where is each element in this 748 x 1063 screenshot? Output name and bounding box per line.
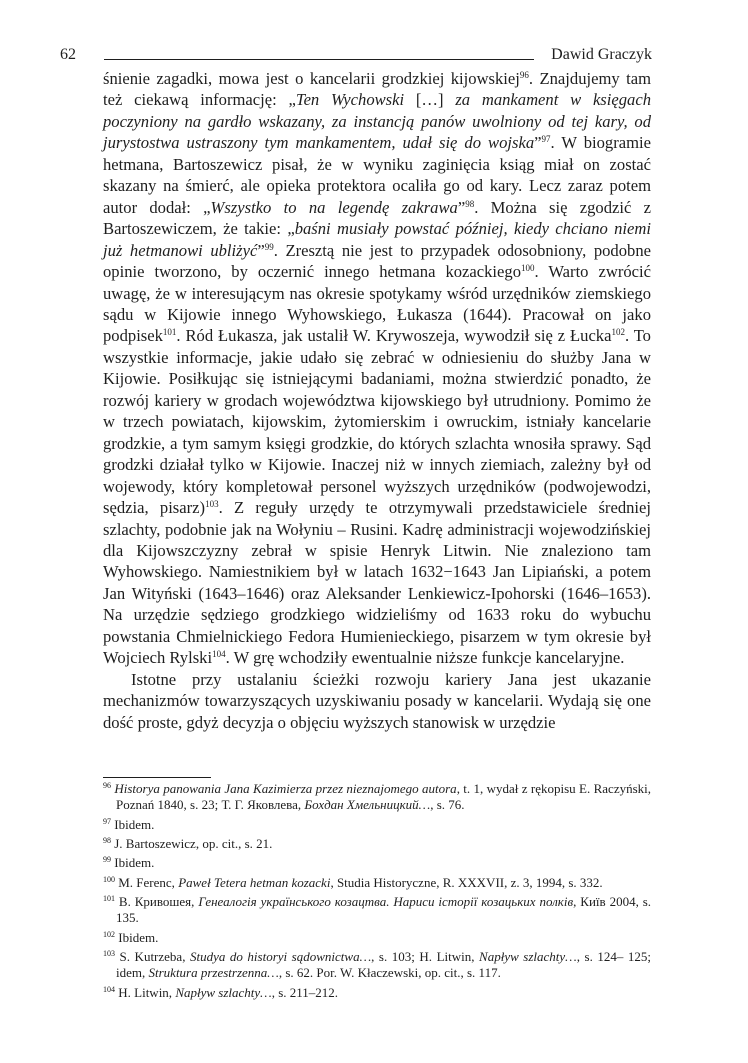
paragraph-1-footnote-ref: 102	[611, 327, 625, 338]
footnote-text-run: , Київ 2004, s. 135.	[116, 894, 652, 926]
paragraph-1-footnote-ref: 98	[465, 198, 475, 209]
footnote-text-run: , s. 76.	[430, 797, 465, 813]
paragraph-1-italic-run: za mankament w księgach poczyniony na gardło wskazany, za instancją panów uwolniony od tej kary, od jurystostwa ustraszony tym mankamentem, udał się do wojska	[103, 90, 651, 153]
footnotes	[103, 781, 651, 1004]
paragraph-1	[103, 68, 651, 669]
paragraph-1-text-run: ”	[534, 133, 542, 153]
footnote-text-run: Ibidem.	[114, 816, 155, 832]
footnote-text-run: J. Bartoszewicz, op. cit., s. 21.	[114, 835, 273, 851]
footnote-italic-run: Генеалогія українського козацтва. Нариси історії козацьких полків	[198, 894, 574, 910]
paragraph-1-text-run: śnienie zagadki, mowa jest o kancelarii grodzkiej kijowskiej	[103, 69, 520, 88]
footnote-number: 100	[103, 874, 115, 884]
footnote-text-run: M. Ferenc,	[118, 874, 179, 890]
footnote-text-run: S. Kutrzeba,	[119, 949, 190, 965]
footnote-104	[103, 985, 651, 1001]
paragraph-1-italic-run: Wszystko to na legendę zakrawa	[210, 197, 458, 217]
paragraph-1-text-run: . To wszystkie informacje, jakie udało się zebrać w odniesieniu do służby Jana w Kijowie. Posiłkując się istniejącymi badaniami, można stwierdzić ponadto, że rozwój kariery w grodach województwa kijowskiego był utrudniony. Pomimo że w trzech powiatach, kijowskim, żytomierskim i owruckim, istniały kancelarie grodzkie, a tym samym księgi grodzkie, do których szlachta wnosiła sprawy. Sąd grodzki działał tylko w Kijowie. Inaczej niż w innych ziemiach, zależny był od wojewody, który kompletował personel wyższych urzędników (podwojewodzi, sędzia, pisarz)	[103, 326, 651, 518]
paragraph-2-text-run: Istotne przy ustalaniu ścieżki rozwoju kariery Jana jest ukazanie mechanizmów towarzyszących uzyskiwaniu posady w kancelarii. Wydają się one dość proste, gdyż decyzja o objęciu wyższych stanowisk w urzędzie	[103, 669, 651, 732]
footnote-number: 103	[103, 949, 115, 959]
footnote-text-run: , s. 124– 125; idem,	[116, 949, 652, 981]
paragraph-1-text-run: . W biogramie hetmana, Bartoszewicz pisał, że w wyniku zaginięcia ksiąg miał on zostać skazany na śmierć, ale opieka protektora ocaliła go od kary. Lecz zaraz potem autor dodał: „	[103, 133, 651, 217]
footnote-101	[103, 894, 651, 926]
paragraph-1-footnote-ref: 96	[519, 70, 529, 80]
footnote-100	[103, 875, 651, 891]
footnote-number: 104	[103, 984, 115, 994]
paragraph-1-italic-run: baśni musiały powstać później, kiedy chciano niemi już hetmanowi ubliżyć	[103, 219, 651, 260]
running-header-author: Dawid Graczyk	[551, 46, 652, 63]
footnote-103	[103, 949, 651, 981]
footnote-number: 101	[103, 894, 115, 904]
footnote-number: 97	[103, 816, 111, 826]
paragraph-1-text-run: . Można się zgodzić z Bartoszewiczem, że takie: „	[103, 197, 651, 239]
paragraph-1-footnote-ref: 104	[212, 649, 226, 660]
page-number: 62	[60, 46, 76, 63]
paragraph-1-footnote-ref: 99	[264, 241, 274, 252]
paragraph-1-footnote-ref: 101	[162, 327, 177, 338]
footnote-96	[103, 781, 651, 813]
footnote-italic-run: Бохдан Хмельницкий…	[304, 797, 431, 813]
paragraph-1-italic-run: Ten Wychowski	[295, 90, 405, 110]
footnote-italic-run: Struktura przestrzenna…	[148, 965, 279, 981]
paragraph-1-text-run: . Ród Łukasza, jak ustalił W. Krywoszeja, wywodził się z Łucka	[176, 326, 612, 346]
paragraph-1-text-run: . Zresztą nie jest to przypadek odosobniony, podobne opinie tworzono, by oczernić innego hetmana kozackiego	[103, 240, 651, 282]
paragraph-1-footnote-ref: 97	[541, 134, 551, 145]
footnote-text-run: Ibidem.	[118, 929, 159, 945]
footnote-number: 98	[103, 835, 111, 845]
footnote-text-run: , s. 211–212.	[271, 984, 339, 1000]
paragraph-1-text-run: . Znajdujemy tam też ciekawą informację: „	[103, 69, 651, 110]
footnote-italic-run: Studya do historyi sądownictwa…	[189, 949, 372, 965]
footnote-number: 102	[103, 929, 115, 939]
footnote-italic-run: Historya panowania Jana Kazimierza przez nieznajomego autora	[114, 781, 457, 796]
header-rule	[104, 59, 534, 60]
running-header	[60, 46, 652, 66]
paragraph-1-footnote-ref: 103	[205, 499, 219, 510]
paragraph-1-text-run: . Warto zwrócić uwagę, że w interesującym nas okresie spotykamy wśród urzędników ziemskiego sądu w Kijowie innego Wyhowskiego, Łukasza (1644). Pracował on jako podpisek	[103, 262, 651, 346]
footnote-italic-run: Napływ szlachty…	[479, 949, 577, 965]
paragraph-1-text-run: ”	[257, 240, 265, 260]
footnote-separator	[103, 777, 211, 778]
footnote-italic-run: Paweł Tetera hetman kozacki	[178, 874, 331, 890]
paragraph-1-text-run: . W grę wchodziły ewentualnie niższe funkcje kancelaryjne.	[225, 648, 625, 668]
footnote-text-run: , s. 103; H. Litwin,	[371, 949, 480, 965]
footnote-98	[103, 836, 651, 852]
footnote-text-run: , s. 62. Por. W. Kłaczewski, op. cit., s. 117.	[278, 965, 501, 981]
paragraph-1-footnote-ref: 100	[521, 263, 535, 274]
footnote-text-run: , Studia Historyczne, R. XXXVII, z. 3, 1994, s. 332.	[330, 874, 603, 890]
footnote-text-run: В. Кривошея,	[118, 894, 199, 910]
footnote-number: 99	[103, 855, 111, 865]
main-text	[103, 68, 651, 733]
footnote-text-run: , t. 1, wydał z rękopisu E. Raczyński, Poznań 1840, s. 23; Т. Г. Яковлева,	[116, 781, 652, 813]
footnote-text-run: H. Litwin,	[118, 984, 176, 1000]
paragraph-1-text-run: ”	[457, 197, 466, 217]
paragraph-1-text-run: […]	[404, 90, 456, 110]
footnote-97	[103, 817, 651, 833]
paragraph-1-text-run: . Z reguły urzędy te otrzymywali przedstawiciele średniej szlachty, podobnie jak na Wołyniu – Rusini. Kadrę administracji wojewodzińskiej dla Kijowszczyzny zebrał w spisie Henryk Litwin. Nie znaleziono tam Wyhowskiego. Namiestnikiem był w latach 1632−1643 Jan Lipiański, a potem Jan Wityński (1643–1646) oraz Aleksander Lenkiewicz-Ipohorski (1646–1653). Na urzędzie sędziego grodzkiego widzieliśmy od 1633 roku do wybuchu powstania Chmielnickiego Fedora Humienieckiego, pisarzem w tym okresie był Wojciech Rylski	[103, 498, 652, 668]
footnote-number: 96	[103, 781, 111, 790]
footnote-99	[103, 855, 651, 871]
paragraph-2	[103, 669, 651, 733]
footnote-102	[103, 930, 651, 946]
footnote-text-run: Ibidem.	[114, 855, 155, 871]
footnote-italic-run: Napływ szlachty…	[175, 984, 272, 1000]
